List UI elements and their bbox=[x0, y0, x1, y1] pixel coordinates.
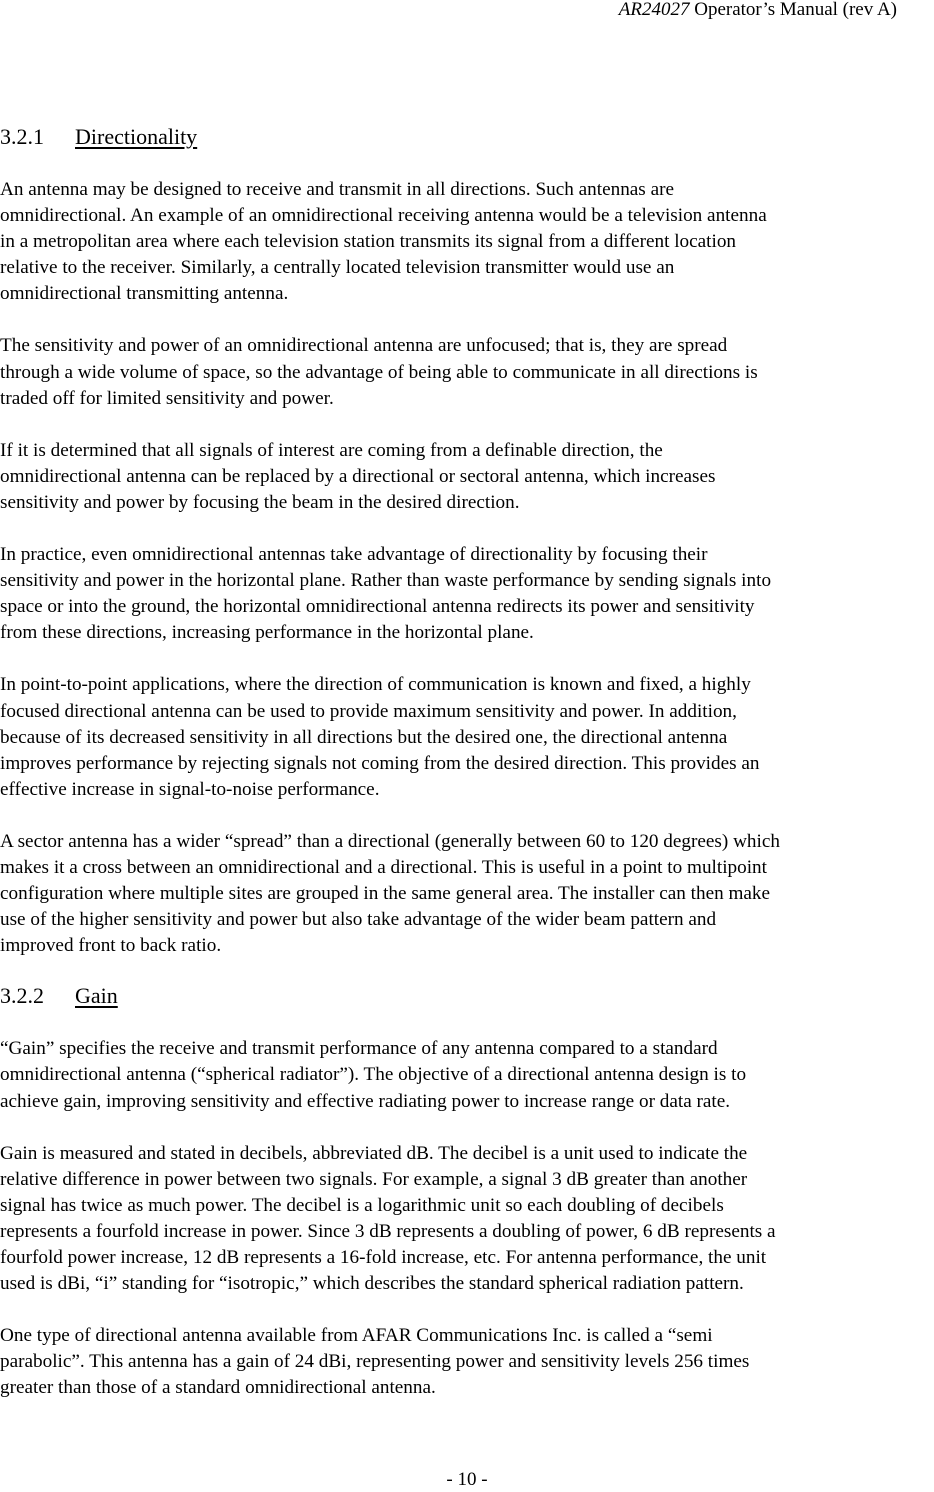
paragraph: A sector antenna has a wider “spread” than a directional (generally between 60 to 120 degrees) which makes it a cross between an omnidirectional and a directional. This is useful in a point to multipoint configuration where multiple sites are grouped in the same general area. The installer can then make use of the higher sensitivity and power but also take advantage of the wider beam pattern and improved front to back ratio. bbox=[0, 830, 780, 957]
section-heading-directionality bbox=[0, 122, 934, 152]
paragraph: In point-to-point applications, where the direction of communication is known and fixed, a highly focused directional antenna can be used to provide maximum sensitivity and power. In addition, because of its decreased sensitivity in all directions but the desired one, the directional antenna improves performance by rejecting signals not coming from the desired direction. This provides an effective increase in signal-to-noise performance. bbox=[0, 674, 760, 800]
paragraph: In practice, even omnidirectional antennas take advantage of directionality by focusing their sensitivity and power in the horizontal plane. Rather than waste performance by sending signals into space or into the ground, the horizontal omnidirectional antenna redirects its power and sensitivity from these directions, increasing performance in the horizontal plane. bbox=[0, 544, 772, 644]
section-title: Directionality bbox=[75, 124, 198, 149]
page-content bbox=[0, 122, 934, 1401]
document-id: AR24027 bbox=[618, 0, 690, 20]
page-header bbox=[619, 0, 897, 23]
section-heading-gain bbox=[0, 981, 934, 1011]
paragraph: If it is determined that all signals of interest are coming from a definable direction, the omnidirectional antenna can be replaced by a directional or sectoral antenna, which increases sensitivity and power by focusing the beam in the desired direction. bbox=[0, 439, 716, 513]
paragraph: The sensitivity and power of an omnidirectional antenna are unfocused; that is, they are spread through a wide volume of space, so the advantage of being able to communicate in all directions is traded off for limited sensitivity and power. bbox=[0, 335, 758, 409]
section-number: 3.2.1 bbox=[0, 124, 44, 149]
document-title: Operator’s Manual (rev A) bbox=[694, 0, 897, 20]
section-number: 3.2.2 bbox=[0, 983, 44, 1009]
paragraph: Gain is measured and stated in decibels, abbreviated dB. The decibel is a unit used to indicate the relative difference in power between two signals. For example, a signal 3 dB greater than another signal has twice as much power. The decibel is a logarithmic unit so each doubling of decibels represents a fourfold increase in power. Since 3 dB represents a doubling of power, 6 dB represents a fourfold power increase, 12 dB represents a 16-fold increase, etc. For antenna performance, the unit used is dBi, “i” standing for “isotropic,” which describes the standard spherical radiation pattern. bbox=[0, 1142, 776, 1295]
page-number: - 10 - bbox=[446, 1469, 488, 1490]
paragraph: “Gain” specifies the receive and transmit performance of any antenna compared to a standard omnidirectional antenna (“spherical radiator”). The objective of a directional antenna design is to achieve gain, improving sensitivity and effective radiating power to increase range or data rate. bbox=[0, 1038, 747, 1112]
paragraph: An antenna may be designed to receive and transmit in all directions. Such antennas are omnidirectional. An example of an omnidirectional receiving antenna would be a television antenna in a metropolitan area where each television station transmits its signal from a different location relative to the receiver. Similarly, a centrally located television transmitter would use an omnidirectional transmitting antenna. bbox=[0, 179, 767, 305]
paragraph: One type of directional antenna available from AFAR Communications Inc. is called a “semi parabolic”. This antenna has a gain of 24 dBi, representing power and sensitivity levels 256 times greater than those of a standard omnidirectional antenna. bbox=[0, 1325, 750, 1399]
section-title: Gain bbox=[75, 983, 118, 1009]
